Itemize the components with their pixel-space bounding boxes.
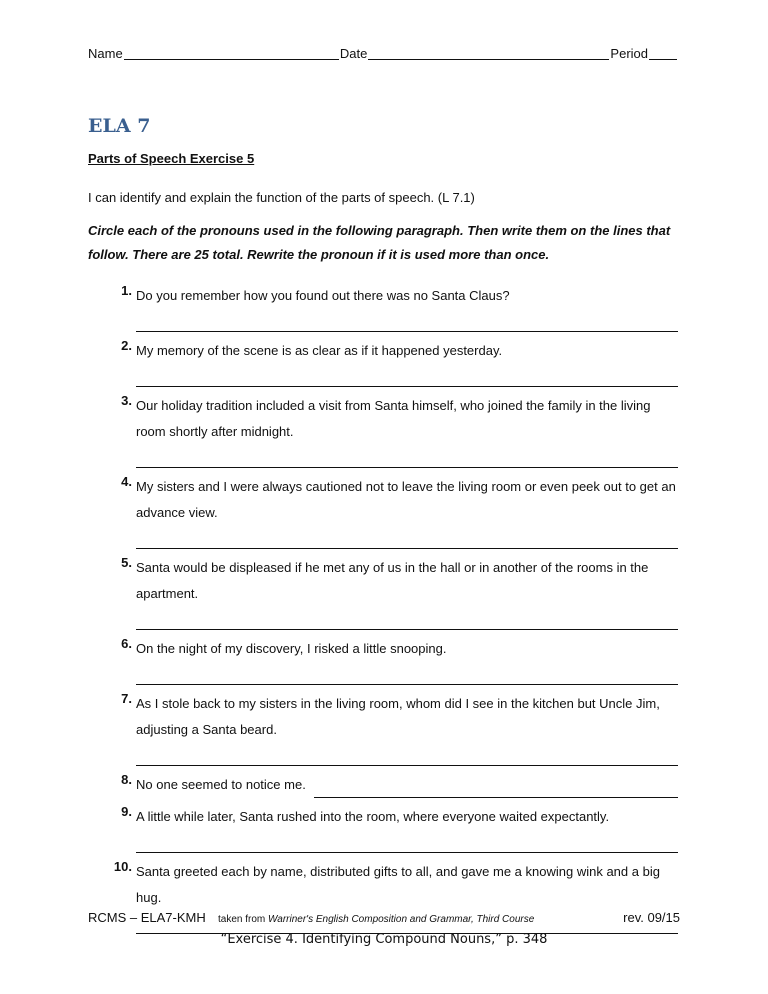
answer-line[interactable] (136, 309, 678, 332)
answer-line[interactable] (136, 662, 678, 685)
question-4 (88, 474, 678, 549)
source-book-title: Warriner's English Composition and Grammar, Third Course (268, 914, 535, 925)
question-row (136, 772, 678, 798)
source-prefix: taken from (218, 914, 269, 925)
question-number: 5. (121, 555, 132, 570)
question-6 (88, 636, 678, 685)
question-9 (88, 804, 678, 853)
question-number: 9. (121, 804, 132, 819)
question-text: Do you remember how you found out there was no Santa Claus? (136, 288, 510, 303)
answer-line[interactable] (136, 830, 678, 853)
question-text: Santa greeted each by name, distributed gifts to all, and gave me a knowing wink and a big hug. (136, 864, 660, 905)
answer-line[interactable] (314, 779, 678, 798)
question-text: No one seemed to notice me. (136, 777, 306, 792)
question-text: My memory of the scene is as clear as if it happened yesterday. (136, 343, 503, 358)
student-info-header (88, 46, 678, 61)
question-5 (88, 555, 678, 630)
question-text: As I stole back to my sisters in the living room, whom did I see in the kitchen but Uncle Jim, adjusting a Santa beard. (136, 696, 660, 737)
date-label: Date (339, 46, 368, 61)
question-number: 7. (121, 691, 132, 706)
instructions: Circle each of the pronouns used in the following paragraph. Then write them on the lines that follow. There are 25 total. Rewrite the pronoun if it is used more than once. (88, 223, 671, 262)
name-label: Name (88, 46, 123, 61)
answer-line[interactable] (136, 445, 678, 468)
answer-line[interactable] (136, 364, 678, 387)
question-list (88, 283, 678, 940)
question-number: 3. (121, 393, 132, 408)
footer-course-code: RCMS – ELA7-KMH (88, 910, 206, 925)
question-2 (88, 338, 678, 387)
footer-exercise-reference: “Exercise 4. Identifying Compound Nouns,” p. 348 (220, 932, 548, 947)
question-8 (88, 772, 678, 804)
footer-revision: rev. 09/15 (623, 910, 680, 925)
question-text: My sisters and I were always cautioned not to leave the living room or even peek out to get an advance view. (136, 479, 676, 520)
question-1 (88, 283, 678, 332)
question-number: 4. (121, 474, 132, 489)
question-text: On the night of my discovery, I risked a little snooping. (136, 641, 447, 656)
answer-line[interactable] (136, 607, 678, 630)
footer-source (218, 914, 534, 925)
question-text: A little while later, Santa rushed into the room, where everyone waited expectantly. (136, 809, 610, 824)
question-number: 2. (121, 338, 132, 353)
date-blank[interactable] (368, 46, 609, 60)
question-number: 10. (113, 859, 132, 874)
answer-line[interactable] (136, 743, 678, 766)
answer-line[interactable] (136, 526, 678, 549)
name-blank[interactable] (124, 46, 339, 60)
page-title: ELA 7 (88, 115, 151, 137)
question-3 (88, 393, 678, 468)
period-blank[interactable] (649, 46, 677, 60)
question-7 (88, 691, 678, 766)
page-footer (88, 906, 680, 956)
learning-objective: I can identify and explain the function of the parts of speech. (L 7.1) (88, 190, 475, 205)
question-number: 8. (121, 772, 132, 787)
question-number: 6. (121, 636, 132, 651)
question-text: Santa would be displeased if he met any of us in the hall or in another of the rooms in the apartment. (136, 560, 649, 601)
period-label: Period (610, 46, 648, 61)
question-text: Our holiday tradition included a visit from Santa himself, who joined the family in the living room shortly after midnight. (136, 398, 651, 439)
exercise-subtitle: Parts of Speech Exercise 5 (88, 151, 255, 166)
question-number: 1. (121, 283, 132, 298)
